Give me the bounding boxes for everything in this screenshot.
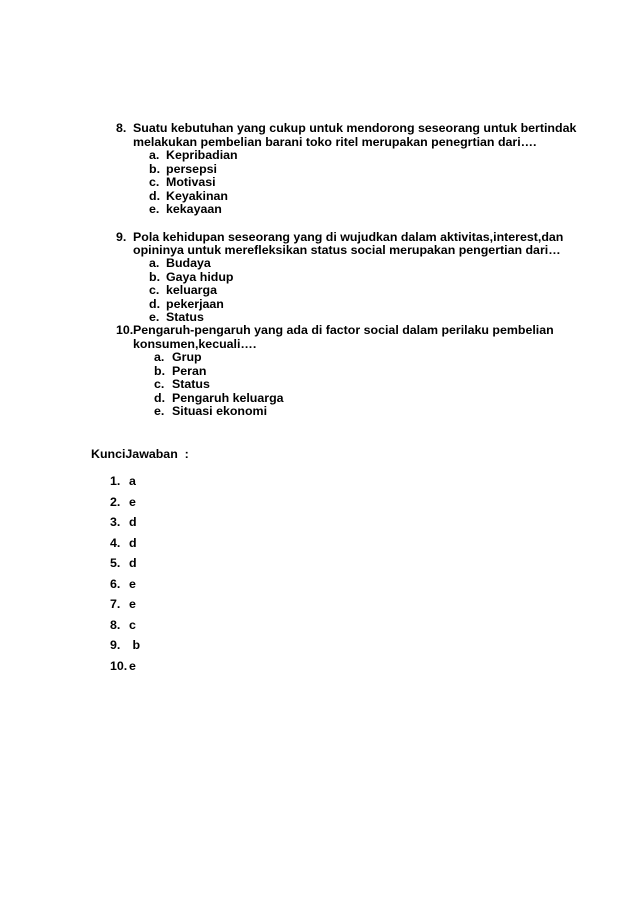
question-number: 8. [116, 121, 127, 135]
option-letter: c. [149, 283, 160, 297]
option-letter: a. [154, 350, 165, 364]
option-text: Keyakinan [166, 189, 228, 203]
option-letter: a. [149, 256, 160, 270]
answer-number: 1. [110, 474, 121, 488]
option-text: Budaya [166, 256, 211, 270]
answer-number: 3. [110, 515, 121, 529]
answer-number: 2. [110, 495, 121, 509]
option-letter: d. [154, 391, 166, 405]
option-letter: d. [149, 297, 161, 311]
answer-number: 8. [110, 618, 121, 632]
option-letter: e. [149, 202, 160, 216]
option-letter: e. [154, 404, 165, 418]
answer-value: e [129, 597, 136, 611]
question-text-line: konsumen,kecuali…. [133, 337, 257, 351]
question-text-line: melakukan pembelian barani toko ritel merupakan penegrtian dari…. [133, 135, 537, 149]
answer-value: e [129, 495, 136, 509]
option-text: Peran [172, 364, 207, 378]
option-text: Status [172, 377, 210, 391]
option-letter: b. [149, 162, 161, 176]
question-number: 9. [116, 230, 127, 244]
question-text-line: opininya untuk merefleksikan status social merupakan pengertian dari… [133, 243, 561, 257]
answer-value: e [129, 577, 136, 591]
option-letter: e. [149, 310, 160, 324]
answer-number: 5. [110, 556, 121, 570]
option-text: Motivasi [166, 175, 216, 189]
option-text: pekerjaan [166, 297, 224, 311]
answer-value: c [129, 618, 136, 632]
option-text: keluarga [166, 283, 217, 297]
answer-number: 9. [110, 638, 121, 652]
option-text: kekayaan [166, 202, 222, 216]
answer-value: d [129, 556, 137, 570]
answer-number: 4. [110, 536, 121, 550]
answer-value: d [129, 515, 137, 529]
option-letter: d. [149, 189, 161, 203]
answer-value: d [129, 536, 137, 550]
option-text: Situasi ekonomi [172, 404, 268, 418]
answer-number: 6. [110, 577, 121, 591]
question-text-line: Suatu kebutuhan yang cukup untuk mendorong seseorang untuk bertindak [133, 121, 577, 135]
answer-value: b [129, 638, 141, 652]
option-letter: c. [154, 377, 165, 391]
answer-number: 7. [110, 597, 121, 611]
answer-number: 10. [110, 659, 128, 673]
option-letter: b. [154, 364, 166, 378]
option-text: Kepribadian [166, 148, 238, 162]
option-text: Status [166, 310, 204, 324]
option-text: Grup [172, 350, 202, 364]
answer-value: a [129, 474, 136, 488]
question-number: 10. [116, 323, 134, 337]
option-text: Pengaruh keluarga [172, 391, 284, 405]
option-text: persepsi [166, 162, 217, 176]
answer-value: e [129, 659, 136, 673]
option-letter: b. [149, 270, 161, 284]
question-text-line: Pola kehidupan seseorang yang di wujudkan dalam aktivitas,interest,dan [133, 230, 564, 244]
answer-key-heading: KunciJawaban : [91, 447, 189, 461]
option-letter: a. [149, 148, 160, 162]
question-text-line: Pengaruh-pengaruh yang ada di factor social dalam perilaku pembelian [133, 323, 554, 337]
option-letter: c. [149, 175, 160, 189]
option-text: Gaya hidup [166, 270, 234, 284]
